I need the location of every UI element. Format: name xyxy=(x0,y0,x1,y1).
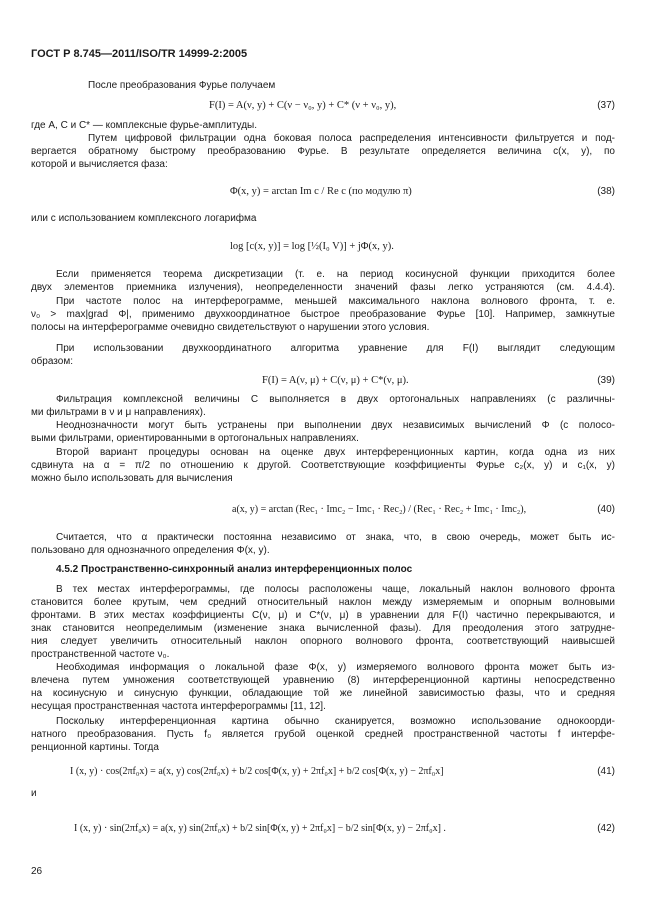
paragraph-line: или с использованием комплексного логарифма xyxy=(31,213,257,224)
equation-number: (40) xyxy=(597,504,615,515)
document-header: ГОСТ Р 8.745—2011/ISO/TR 14999-2:2005 xyxy=(31,48,248,60)
paragraph-line: После преобразования Фурье получаем xyxy=(88,80,276,91)
equation-log: log [c(x, y)] = log [½(I₀ V)] + jΦ(x, y). xyxy=(230,241,394,252)
paragraph-line: ния следует увеличить относительный наклон опорного волнового фронта, соответствующий наивысшей xyxy=(31,636,615,647)
paragraph-line: образом: xyxy=(31,356,73,367)
paragraph-line: Путем цифровой фильтрации одна боковая полоса распределения интенсивности фильтруется и под- xyxy=(88,133,615,144)
page-number: 26 xyxy=(31,866,43,877)
paragraph-line: на косинусную и синусную функции, обладающие той же линейной зависимостью фазы, что и средняя xyxy=(31,688,615,699)
paragraph-line: где A, C и C* — комплексные фурье-амплитуды. xyxy=(31,120,258,131)
paragraph-line: влечена путем умножения соответствующей уравнению (8) интерференционной картины непосредственно xyxy=(31,675,615,686)
paragraph-line: которой и вычисляется фаза: xyxy=(31,159,168,170)
equation-42: I (x, y) · sin(2πf₀x) = a(x, y) sin(2πf₀x) + b/2 sin[Φ(x, y) + 2πf₀x] − b/2 sin[Φ(x, y) − 2πf₀x] . xyxy=(74,823,446,834)
paragraph-line: Необходимая информация о локальной фазе Φ(x, y) измеряемого волнового фронта может быть из- xyxy=(56,662,615,673)
paragraph-line: При частоте полос на интерферограмме, меньшей максимального наклона волнового фронта, т. е. xyxy=(56,296,615,307)
paragraph-line: ренционной картины. Тогда xyxy=(31,742,159,753)
equation-number: (42) xyxy=(597,823,615,834)
equation-40: a(x, y) = arctan (Rec₁ · Imc₂ − Imc₁ · Rec₂) / (Rec₁ · Rec₂ + Imc₁ · Imc₂), xyxy=(232,504,527,515)
paragraph-line: знак становится неопределимым (изменение знака вычисленной фазы). Для преодоления этого затрудне- xyxy=(31,623,615,634)
equation-number: (38) xyxy=(597,186,615,197)
paragraph-line: фронтами. В этих местах коэффициенты C(ν, μ) и C*(ν, μ) в уравнении для F(I) частично перекрываются, и xyxy=(31,610,615,621)
paragraph-line: Неоднозначности могут быть устранены при выполнении двух независимых вычислений Φ (с полосо- xyxy=(56,420,615,431)
paragraph-line: сдвинута на α = π/2 по отношению к другой. Соответствующие коэффициенты Фурье c₂(x, y) и c₁(x, y) xyxy=(31,460,615,471)
paragraph-line: ми фильтрами в ν и μ направлениях). xyxy=(31,407,206,418)
section-heading: 4.5.2 Пространственно-синхронный анализ интерференционных полос xyxy=(56,564,413,575)
paragraph-line: и xyxy=(31,788,37,799)
paragraph-line: вергается обратному быстрому преобразованию Фурье. В результате определяется величина c(x, y), по xyxy=(31,146,615,157)
paragraph-line: Фильтрация комплексной величины C выполняется в двух ортогональных направлениях (с различны- xyxy=(56,394,615,405)
paragraph-line: Если применяется теорема дискретизации (т. е. на период косинусной функции приходится более xyxy=(56,269,615,280)
equation-39: F(I) = A(ν, μ) + C(ν, μ) + C*(ν, μ). xyxy=(262,375,409,386)
paragraph-line: двух элементов приемника излучения), неопределенности значений фазы легко устраняются (см. 4.4.4). xyxy=(31,282,615,293)
paragraph-line: полосы на интерферограмме очевидно свидетельствуют о нарушении этого условия. xyxy=(31,322,430,333)
paragraph-line: несущая пространственная частота интерферограммы [11, 12]. xyxy=(31,701,326,712)
paragraph-line: Поскольку интерференционная картина обычно сканируется, возможно использование однокоорди- xyxy=(56,716,615,727)
equation-number: (39) xyxy=(597,375,615,386)
paragraph-line: натного преобразования. Пусть f₀ является грубой оценкой средней пространственной частоты f интерфе- xyxy=(31,729,615,740)
equation-number: (37) xyxy=(597,100,615,111)
paragraph-line: В тех местах интерферограммы, где полосы расположены чаще, локальный наклон волнового фронта xyxy=(56,584,615,595)
equation-41: I (x, y) · cos(2πf₀x) = a(x, y) cos(2πf₀x) + b/2 cos[Φ(x, y) + 2πf₀x] + b/2 cos[Φ(x, y) − 2πf₀x] xyxy=(70,766,444,777)
paragraph-line: При использовании двухкоординатного алгоритма уравнение для F(I) выглядит следующим xyxy=(56,343,615,354)
paragraph-line: выми фильтрами, ориентированными в ортогональных направлениях. xyxy=(31,433,359,444)
paragraph-line: ν₀ > max|grad Φ|, применимо двухкоординатное быстрое преобразование Фурье [10]. Например, замкнутые xyxy=(31,309,615,320)
paragraph-line: пространственной частоте ν₀. xyxy=(31,649,170,660)
equation-38: Φ(x, y) = arctan Im c / Re c (по модулю π) xyxy=(230,186,412,197)
paragraph-line: Считается, что α практически постоянна независимо от знака, что, в свою очередь, может быть ис- xyxy=(56,532,615,543)
paragraph-line: Второй вариант процедуры основан на оценке двух интерференционных картин, когда одна из них xyxy=(56,447,615,458)
paragraph-line: пользовано для однозначного определения Φ(x, y). xyxy=(31,545,270,556)
paragraph-line: становится более крутым, чем средний относительный наклон между измеряемым и опорным волновыми xyxy=(31,597,615,608)
equation-37: F(I) = A(ν, y) + C(ν − ν₀, y) + C* (ν + ν₀, y), xyxy=(209,100,397,111)
paragraph-line: можно было использовать для вычисления xyxy=(31,473,233,484)
equation-number: (41) xyxy=(597,766,615,777)
